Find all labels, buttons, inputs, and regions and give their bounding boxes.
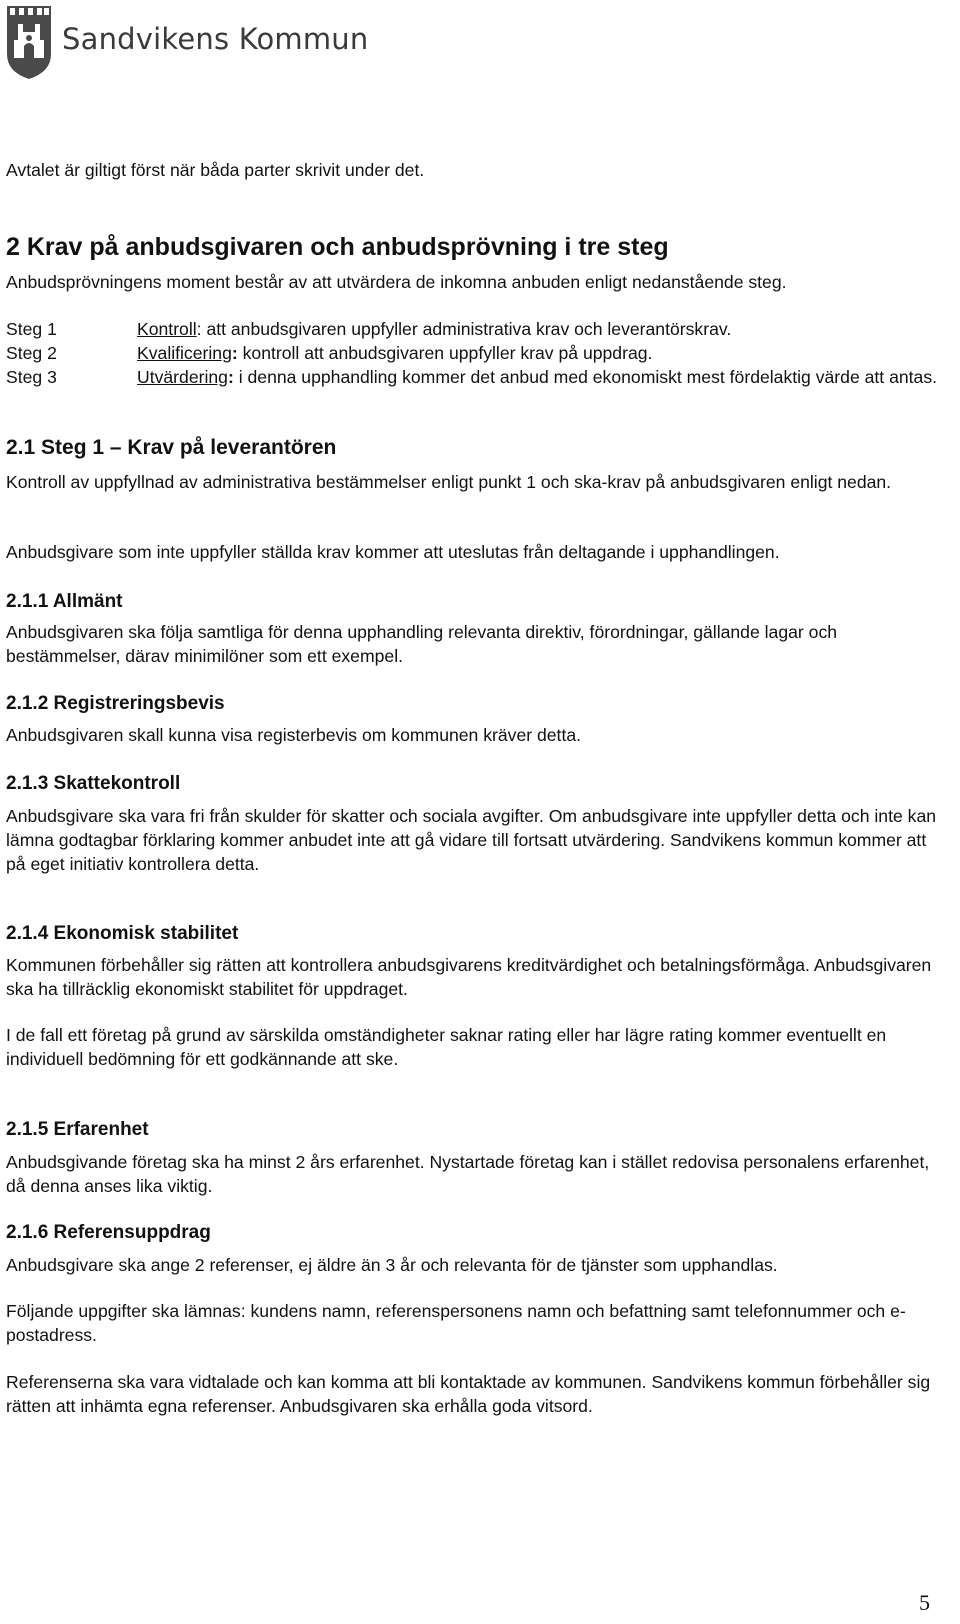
section-2-lead-text: Anbudsprövningens moment består av att utvärdera de inkomna anbuden enligt nedanstående steg. [6, 272, 787, 292]
step-term: Utvärdering [137, 367, 228, 387]
section-2-1-title: 2.1 Steg 1 – Krav på leverantören [6, 436, 337, 459]
section-2-1-3-paragraph [6, 804, 946, 876]
section-2-1-6-paragraph [6, 1299, 946, 1347]
section-2-1-6-heading [6, 1220, 946, 1246]
section-title: 2.1.2 Registreringsbevis [6, 693, 225, 714]
section-2-1-5-paragraph [6, 1150, 946, 1198]
step-row [6, 317, 946, 341]
step-label: Steg 2 [6, 343, 57, 363]
section-2-1-6-paragraph [6, 1253, 946, 1277]
paragraph-text: Anbudsgivare som inte uppfyller ställda krav kommer att uteslutas från deltagande i upphandlingen. [6, 542, 780, 562]
section-2-1-3-heading [6, 771, 946, 797]
step-text: kontroll att anbudsgivaren uppfyller krav på uppdrag. [242, 343, 653, 363]
section-2-1-1-paragraph [6, 620, 946, 668]
paragraph-text: I de fall ett företag på grund av särskilda omständigheter saknar rating eller har lägre rating kommer eventuellt en individuell bedömning för ett godkännande att ske. [6, 1025, 887, 1069]
section-2-1-6-paragraph [6, 1370, 946, 1418]
intro-text: Avtalet är giltigt först när båda parter skrivit under det. [6, 160, 425, 180]
page-number: 5 [919, 1590, 930, 1615]
section-title: 2.1.6 Referensuppdrag [6, 1222, 211, 1243]
paragraph-text: Anbudsgivande företag ska ha minst 2 års erfarenhet. Nystartade företag kan i stället redovisa personalens erfarenhet, då denna anses lika viktig. [6, 1152, 930, 1196]
brand-name: Sandvikens Kommun [62, 22, 369, 56]
section-2-1-heading [6, 434, 946, 462]
paragraph-text: Följande uppgifter ska lämnas: kundens namn, referenspersonens namn och befattning samt telefonnummer och e-postadress. [6, 1301, 906, 1345]
step-separator: : [231, 343, 243, 363]
crest-icon [4, 2, 54, 80]
section-title: 2.1.3 Skattekontroll [6, 773, 181, 794]
step-text: att anbudsgivaren uppfyller administrativa krav och leverantörskrav. [206, 319, 732, 339]
paragraph-text: Kontroll av uppfyllnad av administrativa bestämmelser enligt punkt 1 och ska-krav på anbudsgivaren enligt nedan. [6, 472, 892, 492]
paragraph-text: Anbudsgivare ska ange 2 referenser, ej äldre än 3 år och relevanta för de tjänster som upphandlas. [6, 1255, 778, 1275]
section-2-1-paragraph [6, 470, 946, 494]
step-row [6, 365, 946, 389]
step-label: Steg 3 [6, 367, 57, 387]
section-2-1-4-heading [6, 921, 946, 947]
section-2-lead [6, 270, 946, 294]
section-2-title: 2 Krav på anbudsgivaren och anbudsprövning i tre steg [6, 233, 669, 261]
section-2-heading [6, 232, 946, 262]
municipality-logo [4, 2, 368, 80]
step-term: Kontroll [137, 319, 197, 339]
paragraph-text: Anbudsgivare ska vara fri från skulder för skatter och sociala avgifter. Om anbudsgivare inte uppfyller detta och inte kan lämna godtagbar förklaring kommer anbudet inte att gå vidare till fortsatt utvärdering. Sandvikens kommun kommer att på eget initiativ kontrollera detta. [6, 806, 937, 874]
section-title: 2.1.5 Erfarenhet [6, 1119, 149, 1140]
steps-list [6, 317, 946, 389]
section-2-1-5-heading [6, 1117, 946, 1143]
step-row [6, 341, 946, 365]
step-text: i denna upphandling kommer det anbud med ekonomiskt mest fördelaktig värde att antas. [238, 367, 937, 387]
paragraph-text: Referenserna ska vara vidtalade och kan komma att bli kontaktade av kommunen. Sandvikens kommun förbehåller sig rätten att inhämta egna referenser. Anbudsgivaren ska erhålla goda vitsord. [6, 1372, 931, 1416]
paragraph-text: Kommunen förbehåller sig rätten att kontrollera anbudsgivarens kreditvärdighet och betalningsförmåga. Anbudsgivaren ska ha tillräcklig ekonomiskt stabilitet för uppdraget. [6, 955, 932, 999]
step-term: Kvalificering [137, 343, 232, 363]
section-2-1-4-paragraph [6, 1023, 946, 1071]
step-separator: : [196, 319, 207, 339]
section-2-1-paragraph [6, 540, 946, 564]
section-2-1-2-heading [6, 691, 946, 717]
step-label: Steg 1 [6, 319, 57, 339]
step-description [137, 365, 946, 389]
section-title: 2.1.1 Allmänt [6, 591, 123, 612]
step-separator: : [227, 367, 239, 387]
section-2-1-1-heading [6, 589, 946, 615]
intro-paragraph [6, 158, 946, 182]
section-title: 2.1.4 Ekonomisk stabilitet [6, 923, 239, 944]
paragraph-text: Anbudsgivaren ska följa samtliga för denna upphandling relevanta direktiv, förordningar, gällande lagar och bestämmelser, därav minimilöner som ett exempel. [6, 622, 838, 666]
step-description [137, 341, 946, 365]
paragraph-text: Anbudsgivaren skall kunna visa registerbevis om kommunen kräver detta. [6, 725, 582, 745]
step-description [137, 317, 946, 341]
section-2-1-2-paragraph [6, 723, 946, 747]
section-2-1-4-paragraph [6, 953, 946, 1001]
